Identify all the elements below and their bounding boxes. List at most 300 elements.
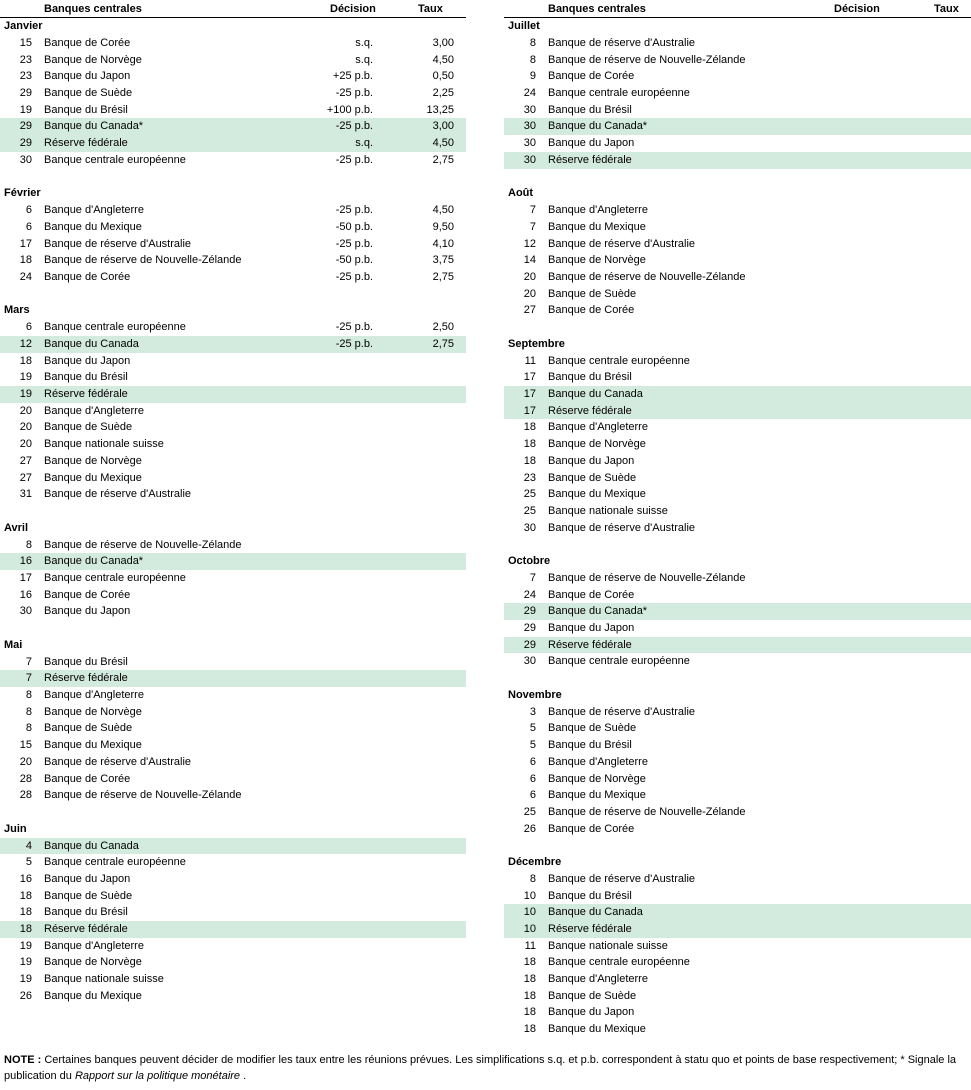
bank-name: Banque du Mexique bbox=[548, 220, 646, 233]
bank-name: Banque de Corée bbox=[548, 588, 635, 601]
right-column bbox=[504, 0, 971, 1038]
month-title: Mars bbox=[4, 304, 30, 317]
meeting-day: 7 bbox=[529, 220, 536, 233]
meeting-day: 19 bbox=[19, 371, 32, 384]
meeting-day: 4 bbox=[25, 839, 32, 852]
meeting-day: 30 bbox=[523, 153, 536, 166]
meeting-day: 18 bbox=[523, 454, 536, 467]
bank-name: Banque de réserve de Nouvelle-Zélande bbox=[548, 571, 746, 584]
meeting-row bbox=[0, 353, 466, 370]
spacer bbox=[0, 804, 466, 821]
rate-decision: -25 p.b. bbox=[335, 321, 373, 334]
meeting-day: 30 bbox=[523, 103, 536, 116]
meeting-row bbox=[504, 135, 971, 152]
meeting-day: 29 bbox=[523, 622, 536, 634]
policy-rate: 13,25 bbox=[426, 103, 454, 116]
month-title: Juin bbox=[4, 822, 27, 835]
month-title: Février bbox=[4, 187, 41, 200]
policy-rate: 0,50 bbox=[432, 70, 454, 83]
meeting-day: 16 bbox=[19, 555, 32, 568]
bank-name: Banque d'Angleterre bbox=[548, 421, 648, 434]
meeting-day: 27 bbox=[19, 454, 32, 467]
month-title: Octobre bbox=[508, 554, 551, 567]
meeting-day: 16 bbox=[19, 872, 32, 885]
meeting-row bbox=[504, 52, 971, 69]
meeting-day: 29 bbox=[19, 120, 32, 133]
meeting-day: 29 bbox=[523, 605, 536, 618]
meeting-day: 18 bbox=[19, 906, 32, 919]
spacer bbox=[504, 536, 971, 553]
note-end: . bbox=[240, 1070, 247, 1082]
bank-name: Banque d'Angleterre bbox=[548, 755, 648, 768]
meeting-row bbox=[504, 804, 971, 821]
meeting-day: 7 bbox=[529, 571, 536, 584]
policy-rate: 4,10 bbox=[432, 237, 454, 250]
meeting-row bbox=[504, 938, 971, 955]
bank-name: Banque nationale suisse bbox=[548, 504, 668, 517]
meeting-row bbox=[0, 654, 466, 671]
bank-name: Banque du Brésil bbox=[44, 103, 128, 116]
meeting-day: 8 bbox=[529, 37, 536, 49]
meeting-day: 30 bbox=[19, 153, 32, 166]
meeting-day: 18 bbox=[19, 254, 32, 267]
meeting-day: 6 bbox=[529, 772, 536, 785]
meeting-row bbox=[504, 754, 971, 771]
meeting-day: 6 bbox=[529, 755, 536, 768]
meeting-day: 12 bbox=[19, 338, 32, 350]
meeting-row bbox=[0, 904, 466, 921]
bank-name: Banque du Japon bbox=[44, 872, 131, 885]
meeting-day: 29 bbox=[19, 137, 32, 150]
meeting-day: 23 bbox=[19, 53, 32, 66]
month-block bbox=[504, 837, 971, 1038]
meeting-row bbox=[0, 938, 466, 955]
bank-name: Banque du Japon bbox=[44, 70, 131, 83]
meeting-day: 20 bbox=[523, 270, 536, 283]
meeting-day: 16 bbox=[19, 588, 32, 601]
bank-name: Banque de Suède bbox=[44, 421, 133, 434]
month-block bbox=[504, 670, 971, 837]
meeting-day: 24 bbox=[523, 588, 536, 601]
bank-name: Réserve fédérale bbox=[44, 137, 128, 150]
meeting-row bbox=[504, 85, 971, 102]
bank-name: Banque du Japon bbox=[44, 354, 131, 367]
meeting-row bbox=[504, 503, 971, 520]
meeting-row bbox=[0, 118, 466, 135]
bank-name: Banque de Suède bbox=[44, 889, 133, 902]
bank-name: Banque de Suède bbox=[548, 471, 637, 484]
bank-name: Banque de Corée bbox=[548, 304, 635, 317]
meeting-day: 18 bbox=[523, 438, 536, 451]
month-title: Décembre bbox=[508, 855, 562, 868]
bank-name: Banque du Japon bbox=[44, 605, 131, 618]
meeting-day: 18 bbox=[19, 923, 32, 935]
bank-name: Banque du Japon bbox=[548, 137, 635, 150]
policy-rate: 2,75 bbox=[432, 153, 454, 166]
meeting-day: 30 bbox=[523, 120, 536, 133]
bank-name: Banque du Mexique bbox=[44, 471, 142, 484]
bank-name: Banque centrale européenne bbox=[548, 655, 690, 668]
meeting-row bbox=[504, 971, 971, 988]
meeting-row bbox=[0, 720, 466, 737]
bank-name: Banque de réserve d'Australie bbox=[44, 237, 192, 250]
meeting-day: 7 bbox=[25, 655, 32, 668]
meeting-day: 8 bbox=[25, 538, 32, 551]
bank-name: Banque de réserve de Nouvelle-Zélande bbox=[44, 789, 242, 802]
meeting-day: 5 bbox=[529, 739, 536, 752]
rate-decision: -25 p.b. bbox=[335, 270, 373, 283]
header-rate: Taux bbox=[934, 3, 959, 15]
meeting-day: 25 bbox=[523, 488, 536, 501]
meeting-day: 19 bbox=[19, 956, 32, 969]
meeting-row bbox=[504, 353, 971, 370]
bank-name: Banque de réserve d'Australie bbox=[44, 488, 192, 501]
bank-name: Banque du Japon bbox=[548, 1006, 635, 1019]
meeting-day: 11 bbox=[524, 939, 536, 952]
bank-name: Banque centrale européenne bbox=[44, 856, 186, 869]
meeting-row bbox=[0, 68, 466, 85]
meeting-row bbox=[0, 704, 466, 721]
meeting-day: 20 bbox=[19, 421, 32, 434]
bank-name: Banque centrale européenne bbox=[44, 571, 186, 584]
meeting-row bbox=[0, 787, 466, 804]
meeting-day: 8 bbox=[25, 689, 32, 702]
meeting-row bbox=[0, 888, 466, 905]
meeting-day: 18 bbox=[523, 1023, 536, 1036]
meeting-row bbox=[0, 336, 466, 353]
meeting-row bbox=[504, 302, 971, 319]
meeting-row bbox=[0, 470, 466, 487]
bank-name: Banque du Brésil bbox=[548, 889, 632, 902]
bank-name: Banque de réserve d'Australie bbox=[548, 872, 696, 885]
meeting-day: 17 bbox=[19, 571, 32, 584]
meeting-day: 15 bbox=[19, 739, 32, 752]
spacer bbox=[0, 169, 466, 186]
header-decision: Décision bbox=[834, 3, 880, 15]
rate-decision: -25 p.b. bbox=[335, 120, 373, 133]
meeting-day: 6 bbox=[25, 204, 32, 217]
meeting-row bbox=[504, 470, 971, 487]
month-title: Avril bbox=[4, 521, 29, 534]
meeting-day: 28 bbox=[19, 772, 32, 785]
meeting-day: 9 bbox=[529, 70, 536, 83]
spacer bbox=[504, 837, 971, 854]
bank-name: Banque de Suède bbox=[548, 287, 637, 300]
meeting-day: 15 bbox=[19, 37, 32, 49]
bank-name: Banque de Norvège bbox=[548, 772, 646, 785]
meeting-row bbox=[504, 653, 971, 670]
meeting-day: 18 bbox=[523, 956, 536, 969]
meeting-row bbox=[0, 771, 466, 788]
bank-name: Banque de réserve de Nouvelle-Zélande bbox=[548, 805, 746, 818]
meeting-row bbox=[504, 988, 971, 1005]
meeting-day: 18 bbox=[19, 889, 32, 902]
rate-decision: -25 p.b. bbox=[335, 153, 373, 166]
meeting-row bbox=[504, 921, 971, 938]
left-column bbox=[0, 0, 466, 1004]
meeting-day: 27 bbox=[523, 304, 536, 317]
meeting-row bbox=[504, 286, 971, 303]
meeting-day: 11 bbox=[524, 354, 536, 367]
bank-name: Banque de Suède bbox=[548, 722, 637, 735]
meeting-row bbox=[504, 1021, 971, 1038]
bank-name: Banque de réserve de Nouvelle-Zélande bbox=[44, 254, 242, 267]
bank-name: Banque de Corée bbox=[44, 37, 131, 49]
meeting-row bbox=[504, 102, 971, 119]
meeting-row bbox=[0, 436, 466, 453]
meeting-row bbox=[0, 236, 466, 253]
meeting-row bbox=[504, 486, 971, 503]
rate-decision: -25 p.b. bbox=[335, 237, 373, 250]
spacer bbox=[504, 670, 971, 687]
bank-name: Banque de Corée bbox=[44, 772, 131, 785]
meeting-row bbox=[504, 1004, 971, 1021]
meeting-row bbox=[504, 821, 971, 838]
meeting-row bbox=[0, 386, 466, 403]
meeting-day: 24 bbox=[523, 87, 536, 100]
bank-name: Banque de réserve d'Australie bbox=[548, 521, 696, 534]
meeting-day: 17 bbox=[523, 404, 536, 417]
bank-name: Banque de Norvège bbox=[44, 956, 142, 969]
meeting-day: 29 bbox=[19, 87, 32, 100]
meeting-row bbox=[0, 52, 466, 69]
meeting-row bbox=[0, 202, 466, 219]
rate-decision: -50 p.b. bbox=[335, 220, 373, 233]
bank-name: Banque du Mexique bbox=[548, 1023, 646, 1036]
meeting-row bbox=[504, 771, 971, 788]
meeting-day: 19 bbox=[19, 973, 32, 986]
bank-name: Banque de Corée bbox=[44, 588, 131, 601]
bank-name: Banque d'Angleterre bbox=[44, 404, 144, 417]
bank-name: Banque du Brésil bbox=[548, 739, 632, 752]
meeting-day: 20 bbox=[523, 287, 536, 300]
meeting-day: 30 bbox=[19, 605, 32, 618]
meeting-day: 10 bbox=[523, 923, 536, 935]
month-block bbox=[504, 18, 971, 169]
bank-name: Banque du Brésil bbox=[44, 371, 128, 384]
meeting-row bbox=[0, 453, 466, 470]
month-title: Novembre bbox=[508, 688, 562, 701]
meeting-day: 18 bbox=[523, 1006, 536, 1019]
rate-decision: +100 p.b. bbox=[326, 103, 373, 116]
meeting-row bbox=[0, 403, 466, 420]
meeting-day: 18 bbox=[523, 973, 536, 986]
rate-decision: s.q. bbox=[355, 53, 373, 66]
spacer bbox=[0, 620, 466, 637]
rate-decision: -50 p.b. bbox=[335, 254, 373, 267]
meeting-row bbox=[0, 971, 466, 988]
meeting-row bbox=[0, 871, 466, 888]
meeting-row bbox=[0, 269, 466, 286]
bank-name: Banque de Norvège bbox=[44, 53, 142, 66]
month-title: Janvier bbox=[4, 20, 43, 32]
bank-name: Banque de Norvège bbox=[548, 254, 646, 267]
bank-name: Banque du Japon bbox=[548, 622, 635, 634]
meeting-row bbox=[0, 754, 466, 771]
meeting-row bbox=[0, 486, 466, 503]
meeting-row bbox=[504, 453, 971, 470]
meeting-row bbox=[504, 35, 971, 52]
bank-name: Banque de réserve d'Australie bbox=[548, 237, 696, 250]
meeting-day: 8 bbox=[529, 53, 536, 66]
meeting-day: 28 bbox=[19, 789, 32, 802]
table-header-right bbox=[504, 0, 971, 18]
meeting-row bbox=[504, 419, 971, 436]
meeting-day: 6 bbox=[25, 220, 32, 233]
policy-rate: 2,50 bbox=[432, 321, 454, 334]
meeting-day: 8 bbox=[25, 705, 32, 718]
bank-name: Banque du Canada bbox=[44, 839, 139, 852]
bank-name: Banque du Mexique bbox=[548, 488, 646, 501]
spacer bbox=[504, 319, 971, 336]
header-rate: Taux bbox=[418, 3, 443, 15]
meeting-row bbox=[0, 988, 466, 1005]
meeting-row bbox=[504, 436, 971, 453]
bank-name: Réserve fédérale bbox=[548, 404, 632, 417]
meeting-day: 19 bbox=[19, 939, 32, 952]
spacer bbox=[504, 169, 971, 186]
bank-name: Banque de réserve de Nouvelle-Zélande bbox=[548, 270, 746, 283]
meeting-row bbox=[504, 904, 971, 921]
rate-decision: -25 p.b. bbox=[335, 204, 373, 217]
rate-decision: +25 p.b. bbox=[332, 70, 373, 83]
meeting-day: 12 bbox=[523, 237, 536, 250]
meeting-row bbox=[504, 219, 971, 236]
meeting-day: 18 bbox=[523, 989, 536, 1002]
bank-name: Réserve fédérale bbox=[44, 923, 128, 935]
bank-name: Banque d'Angleterre bbox=[44, 689, 144, 702]
bank-name: Banque de Corée bbox=[44, 270, 131, 283]
bank-name: Banque du Brésil bbox=[548, 103, 632, 116]
meeting-day: 17 bbox=[523, 388, 536, 401]
header-banks: Banques centrales bbox=[548, 3, 646, 15]
header-decision: Décision bbox=[330, 3, 376, 15]
meeting-row bbox=[504, 787, 971, 804]
bank-name: Banque du Brésil bbox=[548, 371, 632, 384]
note-label: NOTE : bbox=[4, 1054, 42, 1066]
spacer bbox=[0, 503, 466, 520]
bank-name: Banque du Brésil bbox=[44, 906, 128, 919]
bank-name: Banque de réserve de Nouvelle-Zélande bbox=[44, 538, 242, 551]
meeting-row bbox=[0, 369, 466, 386]
bank-name: Banque centrale européenne bbox=[44, 153, 186, 166]
meeting-row bbox=[504, 68, 971, 85]
meeting-day: 24 bbox=[19, 270, 32, 283]
month-block bbox=[0, 620, 466, 804]
meeting-row bbox=[0, 687, 466, 704]
meeting-row bbox=[0, 570, 466, 587]
meeting-day: 6 bbox=[529, 789, 536, 802]
policy-rate: 2,25 bbox=[432, 87, 454, 100]
meeting-day: 5 bbox=[25, 856, 32, 869]
bank-name: Banque de Norvège bbox=[548, 438, 646, 451]
meeting-day: 25 bbox=[523, 504, 536, 517]
month-title: Mai bbox=[4, 638, 23, 651]
meeting-row bbox=[504, 152, 971, 169]
meeting-day: 18 bbox=[523, 421, 536, 434]
bank-name: Réserve fédérale bbox=[548, 923, 632, 935]
bank-name: Banque de Norvège bbox=[44, 454, 142, 467]
month-block bbox=[0, 18, 466, 169]
meeting-day: 30 bbox=[523, 137, 536, 150]
meeting-row bbox=[504, 236, 971, 253]
meeting-day: 10 bbox=[523, 889, 536, 902]
meeting-day: 20 bbox=[19, 404, 32, 417]
rate-decision: s.q. bbox=[355, 137, 373, 150]
meeting-day: 27 bbox=[19, 471, 32, 484]
bank-name: Banque de Suède bbox=[548, 989, 637, 1002]
note-report-title: Rapport sur la politique monétaire bbox=[74, 1070, 241, 1082]
meeting-row bbox=[504, 637, 971, 654]
bank-name: Réserve fédérale bbox=[44, 672, 128, 685]
policy-rate: 4,50 bbox=[432, 137, 454, 150]
bank-name: Banque de réserve de Nouvelle-Zélande bbox=[548, 53, 746, 66]
bank-name: Banque du Canada bbox=[44, 338, 139, 350]
month-block bbox=[504, 536, 971, 670]
meeting-row bbox=[0, 319, 466, 336]
meeting-day: 6 bbox=[25, 321, 32, 334]
bank-name: Banque nationale suisse bbox=[44, 973, 164, 986]
bank-name: Banque d'Angleterre bbox=[548, 204, 648, 217]
month-block bbox=[0, 169, 466, 286]
meeting-row bbox=[504, 737, 971, 754]
meeting-day: 20 bbox=[19, 438, 32, 451]
meeting-row bbox=[504, 369, 971, 386]
spacer bbox=[0, 286, 466, 303]
meeting-row bbox=[0, 219, 466, 236]
policy-rate: 2,75 bbox=[432, 270, 454, 283]
month-title: Septembre bbox=[508, 337, 565, 350]
bank-name: Banque du Canada* bbox=[548, 120, 648, 133]
meeting-day: 7 bbox=[529, 204, 536, 217]
meeting-day: 19 bbox=[19, 388, 32, 401]
meeting-day: 10 bbox=[523, 906, 536, 919]
meeting-row bbox=[504, 403, 971, 420]
meeting-row bbox=[504, 118, 971, 135]
meeting-day: 23 bbox=[19, 70, 32, 83]
bank-name: Banque du Canada bbox=[548, 906, 643, 919]
meeting-day: 8 bbox=[529, 872, 536, 885]
meeting-row bbox=[0, 419, 466, 436]
meeting-row bbox=[0, 838, 466, 855]
meeting-row bbox=[504, 386, 971, 403]
meeting-row bbox=[0, 954, 466, 971]
meeting-day: 17 bbox=[523, 371, 536, 384]
policy-rate: 4,50 bbox=[432, 53, 454, 66]
meeting-day: 31 bbox=[19, 488, 32, 501]
meeting-row bbox=[504, 520, 971, 537]
bank-name: Banque de Suède bbox=[44, 87, 133, 100]
footnote bbox=[4, 1052, 964, 1084]
meeting-day: 23 bbox=[523, 471, 536, 484]
meeting-day: 7 bbox=[25, 672, 32, 685]
bank-name: Banque centrale européenne bbox=[548, 354, 690, 367]
rate-decision: -25 p.b. bbox=[335, 87, 373, 100]
meeting-row bbox=[0, 102, 466, 119]
meeting-row bbox=[504, 888, 971, 905]
bank-name: Banque de Suède bbox=[44, 722, 133, 735]
meeting-day: 30 bbox=[523, 521, 536, 534]
rate-decision: -25 p.b. bbox=[335, 338, 373, 350]
meeting-row bbox=[504, 202, 971, 219]
meeting-row bbox=[504, 620, 971, 637]
policy-rate: 3,00 bbox=[432, 37, 454, 49]
meeting-row bbox=[0, 670, 466, 687]
month-block bbox=[0, 503, 466, 620]
meeting-row bbox=[504, 720, 971, 737]
month-block bbox=[0, 804, 466, 1005]
table-header-left bbox=[0, 0, 466, 18]
